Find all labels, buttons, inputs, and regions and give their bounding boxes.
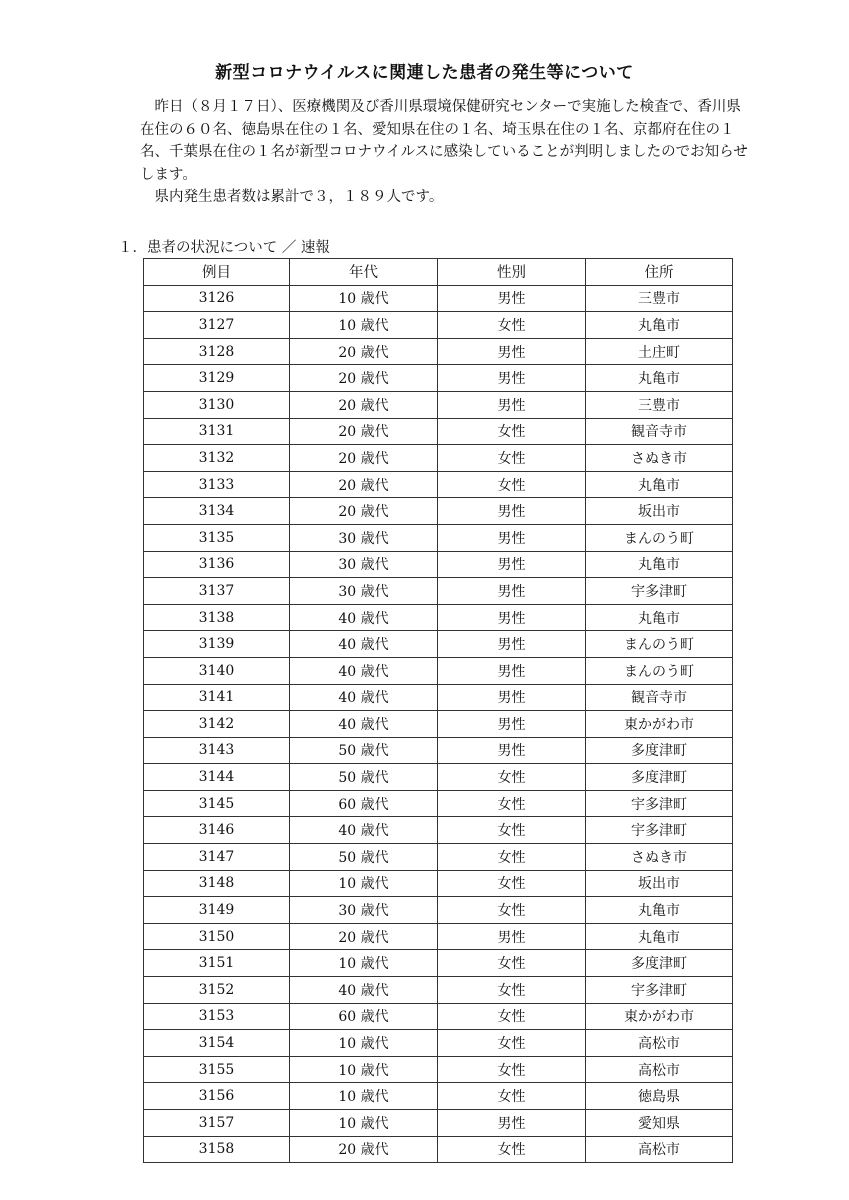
age-group-cell: 20 歳代: [290, 391, 438, 418]
age-group-cell: 40 歳代: [290, 977, 438, 1004]
case-number-cell: 3151: [144, 950, 290, 977]
age-group-cell: 60 歳代: [290, 790, 438, 817]
section-heading: １．患者の状況について ／ 速報: [118, 240, 330, 256]
table-row: [144, 365, 733, 392]
residence-cell: 坂出市: [586, 870, 733, 897]
table-row: [144, 338, 733, 365]
sex-cell: 男性: [438, 923, 586, 950]
table-row: [144, 1030, 733, 1057]
age-group-cell: 40 歳代: [290, 657, 438, 684]
sex-cell: 女性: [438, 790, 586, 817]
case-number-cell: 3158: [144, 1136, 290, 1163]
table-header-row: [144, 259, 733, 286]
case-number-cell: 3128: [144, 338, 290, 365]
table-row: [144, 684, 733, 711]
table-row: [144, 1056, 733, 1083]
case-number-cell: 3154: [144, 1030, 290, 1057]
age-group-cell: 10 歳代: [290, 1056, 438, 1083]
age-group-cell: 10 歳代: [290, 285, 438, 312]
sex-cell: 男性: [438, 1110, 586, 1137]
residence-cell: 高松市: [586, 1030, 733, 1057]
case-number-cell: 3139: [144, 631, 290, 658]
table-row: [144, 1136, 733, 1163]
age-group-cell: 40 歳代: [290, 817, 438, 844]
residence-cell: 東かがわ市: [586, 1003, 733, 1030]
sex-cell: 女性: [438, 844, 586, 871]
residence-cell: まんのう町: [586, 524, 733, 551]
residence-cell: 高松市: [586, 1136, 733, 1163]
table-row: [144, 631, 733, 658]
sex-cell: 女性: [438, 1056, 586, 1083]
table-row: [144, 524, 733, 551]
residence-cell: 土庄町: [586, 338, 733, 365]
sex-cell: 男性: [438, 684, 586, 711]
sex-cell: 男性: [438, 338, 586, 365]
table-row: [144, 711, 733, 738]
sex-cell: 男性: [438, 391, 586, 418]
header-sex: 性別: [438, 259, 586, 286]
residence-cell: 三豊市: [586, 285, 733, 312]
age-group-cell: 10 歳代: [290, 1030, 438, 1057]
table-body: [144, 285, 733, 1163]
residence-cell: 徳島県: [586, 1083, 733, 1110]
residence-cell: 丸亀市: [586, 471, 733, 498]
patient-table: [143, 258, 733, 1163]
residence-cell: 丸亀市: [586, 604, 733, 631]
age-group-cell: 10 歳代: [290, 312, 438, 339]
sex-cell: 女性: [438, 977, 586, 1004]
table-row: [144, 737, 733, 764]
case-number-cell: 3148: [144, 870, 290, 897]
sex-cell: 男性: [438, 524, 586, 551]
intro-paragraph: 昨日（８月１７日）、医療機関及び香川県環境保健研究センターで実施した検査で、香川県在住の６０名、徳島県在住の１名、愛知県在住の１名、埼玉県在住の１名、京都府在住の１名、千葉県在住の１名が新型コロナウイルスに感染していることが判明しましたのでお知らせします。: [140, 99, 748, 183]
age-group-cell: 30 歳代: [290, 897, 438, 924]
sex-cell: 女性: [438, 445, 586, 472]
sex-cell: 女性: [438, 1003, 586, 1030]
sex-cell: 女性: [438, 1083, 586, 1110]
case-number-cell: 3133: [144, 471, 290, 498]
sex-cell: 男性: [438, 578, 586, 605]
age-group-cell: 20 歳代: [290, 923, 438, 950]
intro-text: [140, 96, 750, 209]
table-row: [144, 923, 733, 950]
case-number-cell: 3147: [144, 844, 290, 871]
sex-cell: 女性: [438, 471, 586, 498]
age-group-cell: 60 歳代: [290, 1003, 438, 1030]
residence-cell: まんのう町: [586, 631, 733, 658]
case-number-cell: 3126: [144, 285, 290, 312]
age-group-cell: 20 歳代: [290, 1136, 438, 1163]
age-group-cell: 10 歳代: [290, 1110, 438, 1137]
sex-cell: 男性: [438, 711, 586, 738]
residence-cell: 宇多津町: [586, 817, 733, 844]
residence-cell: 観音寺市: [586, 418, 733, 445]
sex-cell: 女性: [438, 312, 586, 339]
residence-cell: 丸亀市: [586, 365, 733, 392]
sex-cell: 女性: [438, 817, 586, 844]
residence-cell: 多度津町: [586, 737, 733, 764]
residence-cell: さぬき市: [586, 445, 733, 472]
table-row: [144, 977, 733, 1004]
total-count-paragraph: 県内発生患者数は累計で３，１８９人です。: [154, 189, 444, 206]
age-group-cell: 10 歳代: [290, 950, 438, 977]
sex-cell: 男性: [438, 737, 586, 764]
sex-cell: 女性: [438, 418, 586, 445]
case-number-cell: 3129: [144, 365, 290, 392]
residence-cell: 東かがわ市: [586, 711, 733, 738]
case-number-cell: 3138: [144, 604, 290, 631]
case-number-cell: 3144: [144, 764, 290, 791]
sex-cell: 女性: [438, 870, 586, 897]
sex-cell: 女性: [438, 764, 586, 791]
sex-cell: 女性: [438, 897, 586, 924]
sex-cell: 男性: [438, 604, 586, 631]
table-row: [144, 950, 733, 977]
table-row: [144, 471, 733, 498]
age-group-cell: 50 歳代: [290, 737, 438, 764]
sex-cell: 女性: [438, 1136, 586, 1163]
table-row: [144, 844, 733, 871]
header-residence: 住所: [586, 259, 733, 286]
age-group-cell: 40 歳代: [290, 711, 438, 738]
age-group-cell: 40 歳代: [290, 684, 438, 711]
residence-cell: 多度津町: [586, 764, 733, 791]
age-group-cell: 20 歳代: [290, 498, 438, 525]
case-number-cell: 3135: [144, 524, 290, 551]
table-row: [144, 604, 733, 631]
case-number-cell: 3131: [144, 418, 290, 445]
sex-cell: 男性: [438, 498, 586, 525]
sex-cell: 男性: [438, 631, 586, 658]
case-number-cell: 3141: [144, 684, 290, 711]
header-age-group: 年代: [290, 259, 438, 286]
residence-cell: 宇多津町: [586, 790, 733, 817]
sex-cell: 男性: [438, 285, 586, 312]
residence-cell: さぬき市: [586, 844, 733, 871]
case-number-cell: 3155: [144, 1056, 290, 1083]
age-group-cell: 20 歳代: [290, 338, 438, 365]
table-row: [144, 764, 733, 791]
case-number-cell: 3157: [144, 1110, 290, 1137]
table-row: [144, 285, 733, 312]
sex-cell: 女性: [438, 950, 586, 977]
case-number-cell: 3152: [144, 977, 290, 1004]
age-group-cell: 10 歳代: [290, 1083, 438, 1110]
residence-cell: 愛知県: [586, 1110, 733, 1137]
residence-cell: 丸亀市: [586, 923, 733, 950]
case-number-cell: 3140: [144, 657, 290, 684]
residence-cell: 多度津町: [586, 950, 733, 977]
residence-cell: 宇多津町: [586, 578, 733, 605]
residence-cell: 丸亀市: [586, 897, 733, 924]
case-number-cell: 3145: [144, 790, 290, 817]
document-title: 新型コロナウイルスに関連した患者の発生等について: [215, 63, 634, 83]
table-row: [144, 445, 733, 472]
table-row: [144, 1083, 733, 1110]
sex-cell: 女性: [438, 1030, 586, 1057]
case-number-cell: 3149: [144, 897, 290, 924]
table-row: [144, 657, 733, 684]
case-number-cell: 3150: [144, 923, 290, 950]
table-row: [144, 1110, 733, 1137]
sex-cell: 男性: [438, 551, 586, 578]
table-row: [144, 312, 733, 339]
case-number-cell: 3136: [144, 551, 290, 578]
sex-cell: 男性: [438, 365, 586, 392]
table-row: [144, 578, 733, 605]
header-case-number: 例目: [144, 259, 290, 286]
residence-cell: 坂出市: [586, 498, 733, 525]
sex-cell: 男性: [438, 657, 586, 684]
table-row: [144, 870, 733, 897]
age-group-cell: 20 歳代: [290, 418, 438, 445]
age-group-cell: 30 歳代: [290, 551, 438, 578]
case-number-cell: 3134: [144, 498, 290, 525]
residence-cell: 観音寺市: [586, 684, 733, 711]
age-group-cell: 30 歳代: [290, 524, 438, 551]
residence-cell: 丸亀市: [586, 551, 733, 578]
table-row: [144, 817, 733, 844]
residence-cell: まんのう町: [586, 657, 733, 684]
age-group-cell: 40 歳代: [290, 631, 438, 658]
age-group-cell: 20 歳代: [290, 471, 438, 498]
table-row: [144, 391, 733, 418]
case-number-cell: 3143: [144, 737, 290, 764]
table-row: [144, 418, 733, 445]
table-row: [144, 551, 733, 578]
case-number-cell: 3130: [144, 391, 290, 418]
case-number-cell: 3127: [144, 312, 290, 339]
case-number-cell: 3132: [144, 445, 290, 472]
age-group-cell: 20 歳代: [290, 445, 438, 472]
age-group-cell: 20 歳代: [290, 365, 438, 392]
table-row: [144, 1003, 733, 1030]
table-row: [144, 498, 733, 525]
age-group-cell: 50 歳代: [290, 844, 438, 871]
table-row: [144, 790, 733, 817]
table-row: [144, 897, 733, 924]
case-number-cell: 3146: [144, 817, 290, 844]
age-group-cell: 50 歳代: [290, 764, 438, 791]
case-number-cell: 3153: [144, 1003, 290, 1030]
residence-cell: 丸亀市: [586, 312, 733, 339]
residence-cell: 宇多津町: [586, 977, 733, 1004]
residence-cell: 三豊市: [586, 391, 733, 418]
case-number-cell: 3156: [144, 1083, 290, 1110]
case-number-cell: 3142: [144, 711, 290, 738]
residence-cell: 高松市: [586, 1056, 733, 1083]
case-number-cell: 3137: [144, 578, 290, 605]
age-group-cell: 40 歳代: [290, 604, 438, 631]
age-group-cell: 10 歳代: [290, 870, 438, 897]
age-group-cell: 30 歳代: [290, 578, 438, 605]
